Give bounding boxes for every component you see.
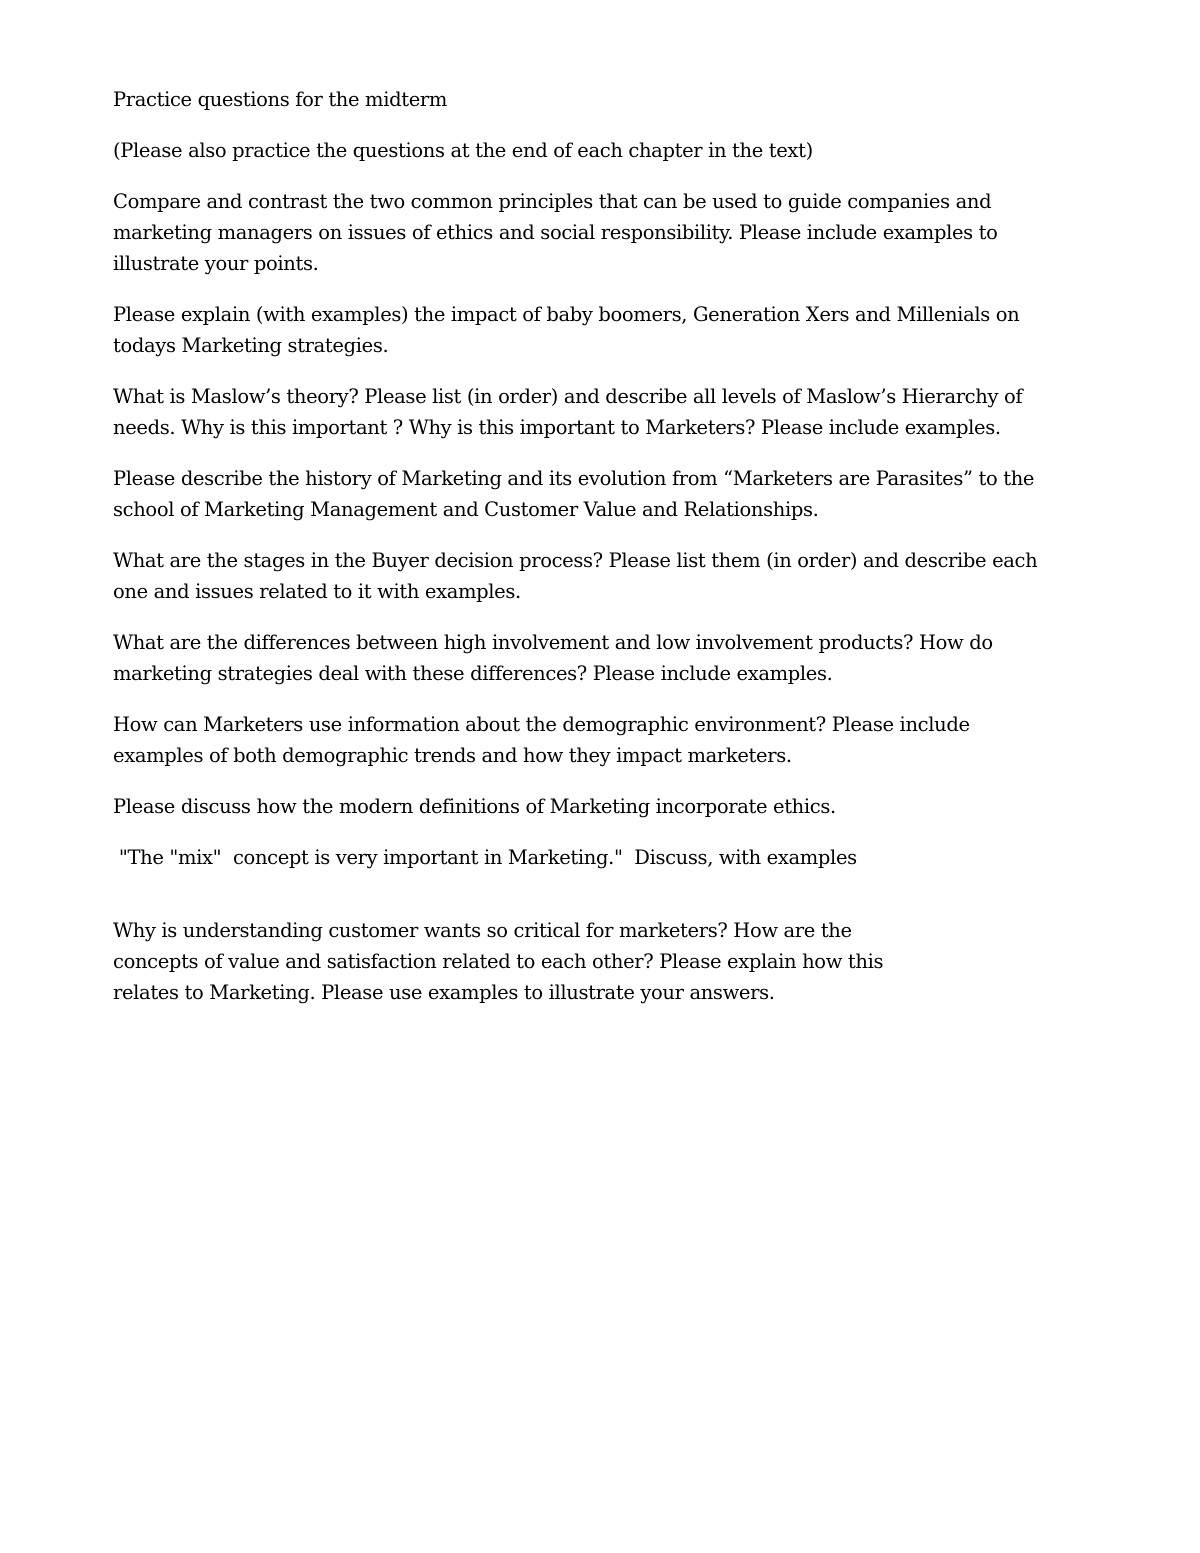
text-line: Why is understanding customer wants so critical for marketers? How are the (113, 919, 852, 942)
question-2 (113, 299, 1093, 361)
question-6 (113, 627, 1093, 689)
document-title (113, 84, 1093, 115)
question-4 (113, 463, 1093, 525)
text-line: todays Marketing strategies. (113, 334, 389, 357)
text-line: Please explain (with examples) the impact of baby boomers, Generation Xers and Millenials on (113, 303, 1020, 326)
text-line: school of Marketing Management and Customer Value and Relationships. (113, 498, 819, 521)
text-line: Compare and contrast the two common principles that can be used to guide companies and (113, 190, 992, 213)
text-line: needs. Why is this important ? Why is this important to Marketers? Please include examples. (113, 416, 1001, 439)
text-line: "The "mix" concept is very important in Marketing." Discuss, with examples (113, 846, 857, 869)
question-7 (113, 709, 1093, 771)
document-note (113, 135, 1093, 166)
document-body (113, 84, 1093, 1028)
text-line: How can Marketers use information about the demographic environment? Please include (113, 713, 970, 736)
text-line: one and issues related to it with examples. (113, 580, 521, 603)
question-3 (113, 381, 1093, 443)
text-line: (Please also practice the questions at the end of each chapter in the text) (113, 139, 813, 162)
question-9 (113, 842, 1093, 873)
question-8 (113, 791, 1093, 822)
text-line: Please discuss how the modern definitions of Marketing incorporate ethics. (113, 795, 836, 818)
text-line: Practice questions for the midterm (113, 88, 447, 111)
question-10 (113, 915, 1093, 1008)
text-line: marketing managers on issues of ethics and social responsibility. Please include examples to (113, 221, 998, 244)
text-line: What are the stages in the Buyer decision process? Please list them (in order) and describe each (113, 549, 1038, 572)
text-line: examples of both demographic trends and how they impact marketers. (113, 744, 792, 767)
question-1 (113, 186, 1093, 279)
text-line: illustrate your points. (113, 252, 319, 275)
text-line: What is Maslow’s theory? Please list (in order) and describe all levels of Maslow’s Hierarchy of (113, 385, 1023, 408)
text-line: Please describe the history of Marketing and its evolution from “Marketers are Parasites” to the (113, 467, 1035, 490)
text-line: relates to Marketing. Please use examples to illustrate your answers. (113, 981, 775, 1004)
text-line: marketing strategies deal with these differences? Please include examples. (113, 662, 833, 685)
text-line: concepts of value and satisfaction related to each other? Please explain how this (113, 950, 884, 973)
text-line: What are the differences between high involvement and low involvement products? How do (113, 631, 993, 654)
question-5 (113, 545, 1093, 607)
